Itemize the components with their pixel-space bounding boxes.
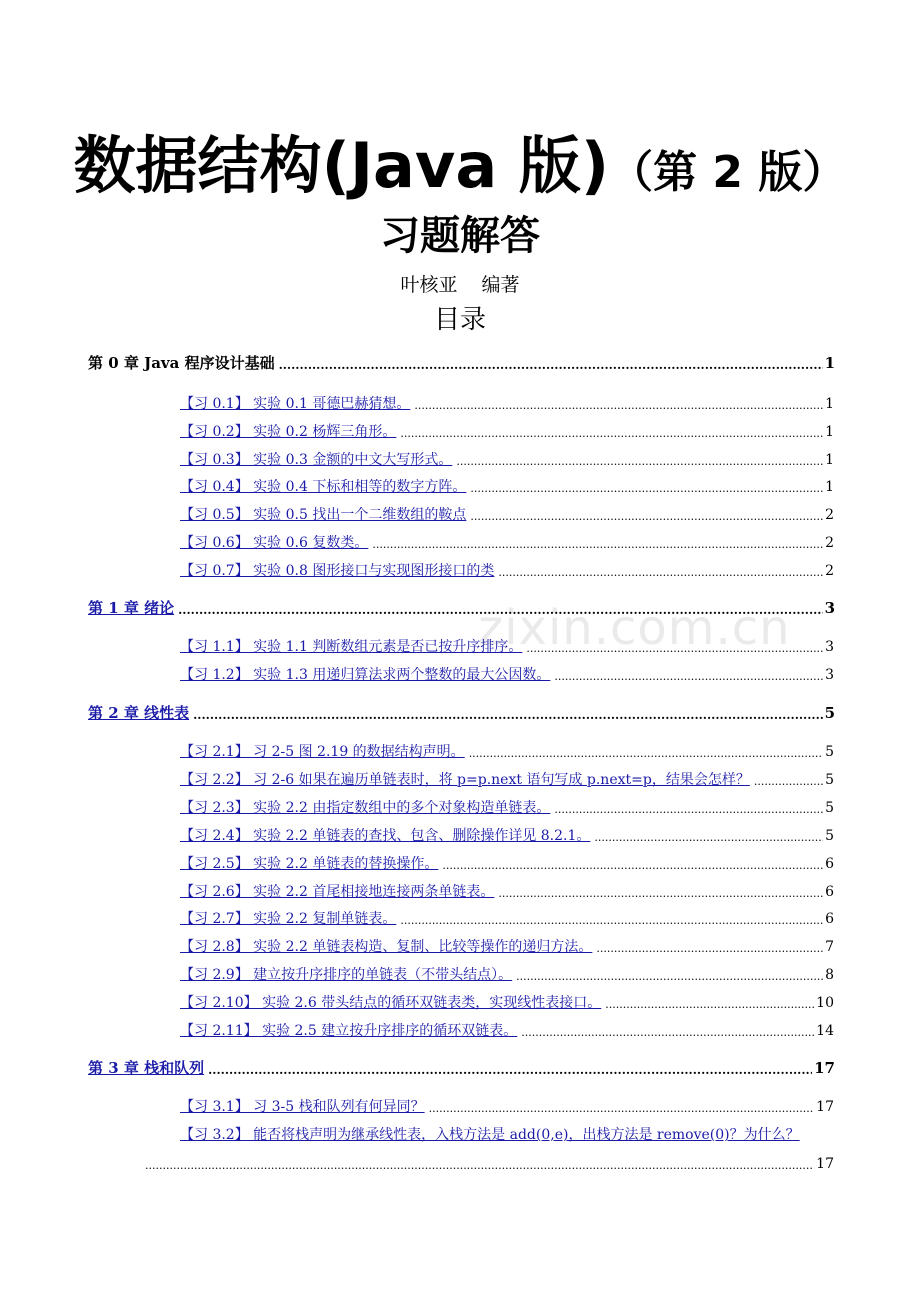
toc-leader <box>470 481 823 497</box>
toc-entry-label[interactable]: 【习 3.2】 能否将栈声明为继承线性表，入栈方法是 add(0,e)，出栈方法是 remove(0)？为什么？ <box>180 1127 800 1143</box>
toc-page-number: 14 <box>816 1023 834 1039</box>
toc-leader <box>594 830 823 846</box>
toc-entry-label[interactable]: 【习 3.1】 习 3-5 栈和队列有何异同？ <box>180 1099 425 1115</box>
toc-leader <box>178 601 822 619</box>
toc-entry-label[interactable]: 【习 0.3】 实验 0.3 金额的中文大写形式。 <box>180 452 453 468</box>
toc-leader <box>469 746 823 762</box>
book-title <box>0 122 920 217</box>
toc-leader <box>605 997 814 1013</box>
toc-entry-0-5[interactable] <box>180 505 834 525</box>
toc-page-number: 5 <box>825 828 834 844</box>
toc-entry-label[interactable]: 【习 0.1】 实验 0.1 哥德巴赫猜想。 <box>180 396 411 412</box>
toc-entry-label[interactable]: 【习 0.4】 实验 0.4 下标和相等的数字方阵。 <box>180 479 467 495</box>
toc-entry-2-2[interactable] <box>180 770 834 790</box>
toc-page-number: 1 <box>825 396 834 412</box>
toc-entry-1-1[interactable] <box>180 637 834 657</box>
toc-entry-label[interactable]: 【习 2.10】 实验 2.6 带头结点的循环双链表类，实现线性表接口。 <box>180 995 602 1011</box>
toc-chapter-label[interactable]: 第 2 章 线性表 <box>88 704 190 722</box>
toc-entry-label[interactable]: 【习 2.3】 实验 2.2 由指定数组中的多个对象构造单链表。 <box>180 800 551 816</box>
toc-entry-2-1[interactable] <box>180 742 834 762</box>
toc-page-number: 2 <box>825 507 834 523</box>
toc-chapter-label[interactable]: 第 3 章 栈和队列 <box>88 1059 205 1077</box>
watermark: zixin.com.cn <box>478 600 791 656</box>
toc-leader <box>279 356 823 374</box>
toc-page-number: 5 <box>825 800 834 816</box>
toc-leader <box>470 509 823 525</box>
toc-entry-2-10[interactable] <box>180 993 834 1013</box>
toc-entry-label[interactable]: 【习 1.1】 实验 1.1 判断数组元素是否已按升序排序。 <box>180 639 523 655</box>
toc-entry-3-2[interactable] <box>180 1125 840 1145</box>
toc-page-number: 10 <box>816 995 834 1011</box>
toc-page-number: 6 <box>825 911 834 927</box>
toc-entry-2-3[interactable] <box>180 798 834 818</box>
toc-page-number: 5 <box>825 744 834 760</box>
toc-page-number: 5 <box>824 704 835 722</box>
toc-entry-label[interactable]: 【习 0.6】 实验 0.6 复数类。 <box>180 535 369 551</box>
toc-entry-label[interactable]: 【习 2.4】 实验 2.2 单链表的查找、包含、删除操作详见 8.2.1。 <box>180 828 591 844</box>
toc-entry-0-3[interactable] <box>180 450 834 470</box>
toc-entry-label[interactable]: 【习 2.1】 习 2-5 图 2.19 的数据结构声明。 <box>180 744 465 760</box>
toc-page-number: 2 <box>825 563 834 579</box>
toc-leader <box>456 454 823 470</box>
toc-leader <box>554 669 823 685</box>
toc-entry-0-6[interactable] <box>180 533 834 553</box>
toc-entry-label[interactable]: 【习 2.5】 实验 2.2 单链表的替换操作。 <box>180 856 439 872</box>
toc-page-number: 17 <box>816 1156 834 1172</box>
author-line <box>0 270 920 300</box>
toc-leader <box>521 1025 814 1041</box>
toc-page-number: 8 <box>825 967 834 983</box>
toc-entry-2-8[interactable] <box>180 937 834 957</box>
toc-leader <box>400 913 823 929</box>
toc-leader <box>372 537 823 553</box>
toc-chapter-2[interactable] <box>88 702 835 724</box>
toc-entry-1-2[interactable] <box>180 665 834 685</box>
toc-entry-label[interactable]: 【习 2.11】 实验 2.5 建立按升序排序的循环双链表。 <box>180 1023 518 1039</box>
toc-leader <box>754 774 823 790</box>
toc-page-number: 3 <box>824 599 835 617</box>
toc-chapter-1[interactable] <box>88 597 835 619</box>
toc-entry-label[interactable]: 【习 2.7】 实验 2.2 复制单链表。 <box>180 911 397 927</box>
toc-chapter-label: 第 0 章 Java 程序设计基础 <box>88 354 275 372</box>
toc-chapter-label[interactable]: 第 1 章 绪论 <box>88 599 175 617</box>
toc-leader <box>414 398 823 414</box>
book-subtitle: 习题解答 <box>380 213 540 259</box>
toc-leader <box>442 858 823 874</box>
toc-entry-0-4[interactable] <box>180 477 834 497</box>
toc-chapter-0[interactable] <box>88 352 835 374</box>
toc-entry-2-5[interactable] <box>180 854 834 874</box>
toc-leader <box>145 1158 814 1174</box>
toc-page-number: 1 <box>825 424 834 440</box>
toc-entry-0-1[interactable] <box>180 394 834 414</box>
toc-page-number: 1 <box>824 354 835 372</box>
toc-entry-2-11[interactable] <box>180 1021 834 1041</box>
toc-entry-label[interactable]: 【习 2.9】 建立按升序排序的单链表（不带头结点）。 <box>180 967 513 983</box>
toc-entry-3-2-continuation <box>145 1154 834 1174</box>
toc-entry-label[interactable]: 【习 2.2】 习 2-6 如果在遍历单链表时，将 p=p.next 语句写成 p.next=p，结果会怎样？ <box>180 772 750 788</box>
toc-page-number: 3 <box>825 639 834 655</box>
toc-page-number: 17 <box>816 1099 834 1115</box>
toc-page-number: 5 <box>825 772 834 788</box>
toc-page-number: 7 <box>825 939 834 955</box>
toc-leader <box>554 802 823 818</box>
toc-leader <box>400 426 823 442</box>
toc-leader <box>429 1101 815 1117</box>
toc-page-number: 1 <box>825 479 834 495</box>
toc-entry-3-1[interactable] <box>180 1097 834 1117</box>
toc-page-number: 3 <box>825 667 834 683</box>
toc-heading: 目录 <box>433 305 486 335</box>
toc-entry-label[interactable]: 【习 0.2】 实验 0.2 杨辉三角形。 <box>180 424 397 440</box>
toc-leader <box>498 565 823 581</box>
toc-leader <box>526 641 823 657</box>
author-name: 叶核亚 <box>400 274 458 296</box>
toc-entry-0-2[interactable] <box>180 422 834 442</box>
toc-page-number: 17 <box>814 1059 835 1077</box>
toc-chapter-3[interactable] <box>88 1057 835 1079</box>
toc-page-number: 6 <box>825 856 834 872</box>
author-role: 编著 <box>481 274 520 296</box>
toc-entry-2-4[interactable] <box>180 826 834 846</box>
toc-leader <box>516 969 823 985</box>
book-title-edition: （第 2 版） <box>609 147 847 198</box>
toc-entry-2-9[interactable] <box>180 965 834 985</box>
toc-entry-label[interactable]: 【习 2.8】 实验 2.2 单链表构造、复制、比较等操作的递归方法。 <box>180 939 593 955</box>
toc-entry-label[interactable]: 【习 1.2】 实验 1.3 用递归算法求两个整数的最大公因数。 <box>180 667 551 683</box>
toc-entry-2-6[interactable] <box>180 882 834 902</box>
toc-page-number: 6 <box>825 884 834 900</box>
toc-leader <box>596 941 823 957</box>
toc-entry-2-7[interactable] <box>180 909 834 929</box>
toc-page-number: 2 <box>825 535 834 551</box>
toc-leader <box>193 706 822 724</box>
toc-entry-label[interactable]: 【习 2.6】 实验 2.2 首尾相接地连接两条单链表。 <box>180 884 495 900</box>
toc-entry-label[interactable]: 【习 0.5】 实验 0.5 找出一个二维数组的鞍点 <box>180 507 467 523</box>
toc-page-number: 1 <box>825 452 834 468</box>
toc-leader <box>498 886 823 902</box>
toc-entry-label[interactable]: 【习 0.7】 实验 0.8 图形接口与实现图形接口的类 <box>180 563 495 579</box>
toc-leader <box>208 1061 812 1079</box>
book-title-main: 数据结构(Java 版) <box>73 129 610 202</box>
toc-entry-0-7[interactable] <box>180 561 834 581</box>
